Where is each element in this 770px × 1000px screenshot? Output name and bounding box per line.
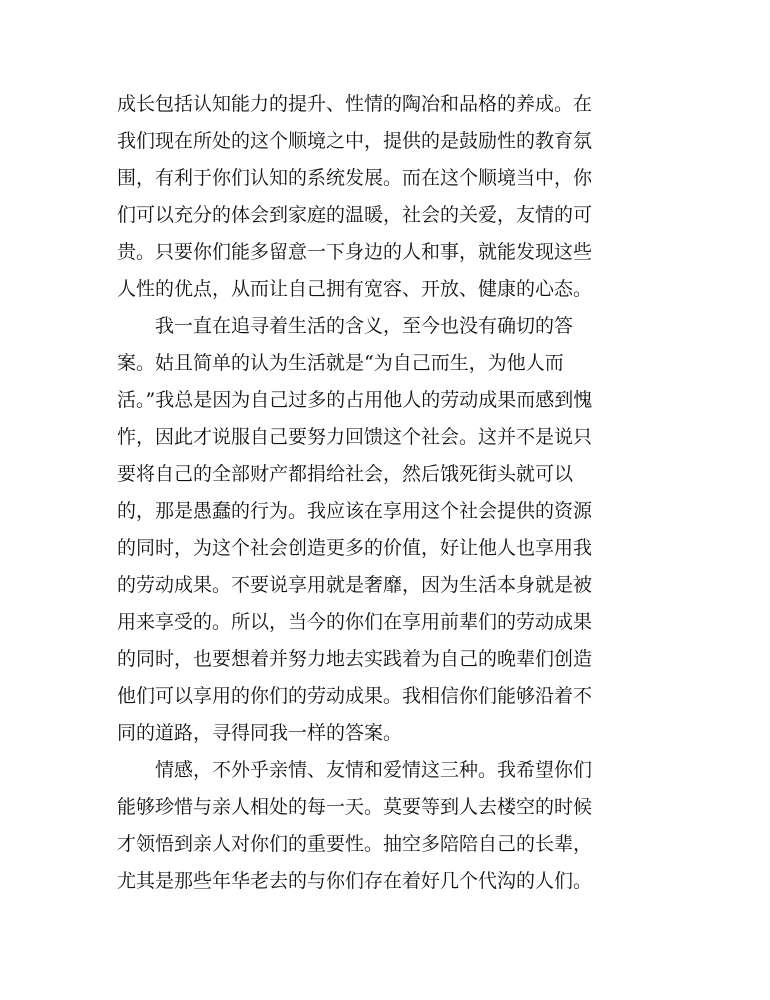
text-line: 才领悟到亲人对你们的重要性。抽空多陪陪自己的长辈，: [117, 833, 593, 855]
text-line: 的同时，为这个社会创造更多的价值，好让他人也享用我: [117, 537, 593, 559]
text-line: 情感，不外乎亲情、友情和爱情这三种。我希望你们: [117, 759, 593, 781]
text-line: 案。姑且简单的认为生活就是“为自己而生，为他人而: [117, 352, 564, 374]
text-line: 同的道路，寻得同我一样的答案。: [117, 722, 403, 744]
text-line: 围，有利于你们认知的系统发展。而在这个顺境当中，你: [117, 167, 593, 189]
text-line: 他们可以享用的你们的劳动成果。我相信你们能够沿着不: [117, 685, 593, 707]
text-line: 能够珍惜与亲人相处的每一天。莫要等到人去楼空的时候: [117, 796, 593, 818]
text-line: 要将自己的全部财产都捐给社会，然后饿死街头就可以: [117, 463, 574, 485]
text-line: 的，那是愚蠢的行为。我应该在享用这个社会提供的资源: [117, 500, 593, 522]
text-line: 人性的优点，从而让自己拥有宽容、开放、健康的心态。: [117, 278, 593, 300]
text-line: 我一直在追寻着生活的含义，至今也没有确切的答: [117, 315, 574, 337]
text-line: 成长包括认知能力的提升、性情的陶冶和品格的养成。在: [117, 93, 593, 115]
text-line: 我们现在所处的这个顺境之中，提供的是鼓励性的教育氛: [117, 130, 593, 152]
text-line: 的同时，也要想着并努力地去实践着为自己的晚辈们创造: [117, 648, 593, 670]
text-line: 怍，因此才说服自己要努力回馈这个社会。这并不是说只: [117, 426, 593, 448]
text-line: 贵。只要你们能多留意一下身边的人和事，就能发现这些: [117, 241, 593, 263]
text-line: 用来享受的。所以，当今的你们在享用前辈们的劳动成果: [117, 611, 593, 633]
text-line: 尤其是那些年华老去的与你们存在着好几个代沟的人们。: [117, 870, 593, 892]
text-line: 们可以充分的体会到家庭的温暖，社会的关爱，友情的可: [117, 204, 593, 226]
text-line: 的劳动成果。不要说享用就是奢靡，因为生活本身就是被: [117, 574, 593, 596]
body-text: [117, 86, 657, 900]
text-line: 活。”我总是因为自己过多的占用他人的劳动成果而感到愧: [117, 389, 593, 411]
